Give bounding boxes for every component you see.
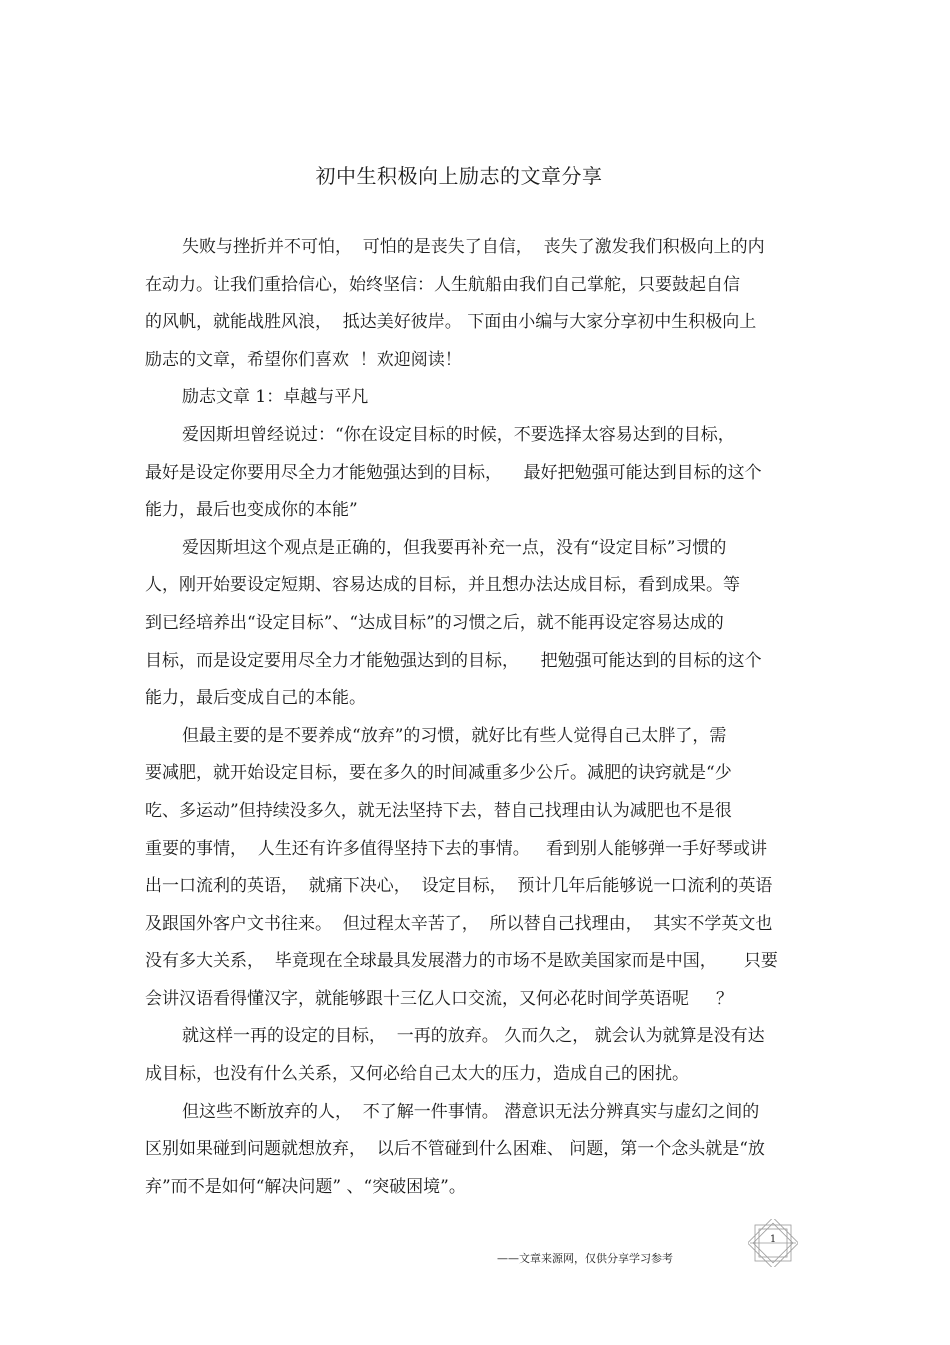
text-line: 爱因斯坦曾经说过：“你在设定目标的时候，不要选择太容易达到的目标， xyxy=(182,424,735,445)
text-line: 的风帆，就能战胜风浪， 抵达美好彼岸。 下面由小编与大家分享初中生积极向上 xyxy=(145,312,757,333)
text-line: 爱因斯坦这个观点是正确的，但我要再补充一点，没有“设定目标”习惯的 xyxy=(182,537,727,558)
page-number: 1 xyxy=(769,1234,777,1245)
text-line: 到已经培养出“设定目标”、“达成目标”的习惯之后，就不能再设定容易达成的 xyxy=(145,612,724,633)
text-line: 会讲汉语看得懂汉字，就能够跟十三亿人口交流，又何必花时间学英语呢 ？ xyxy=(145,988,734,1009)
text-line: 吃、多运动”但持续没多久，就无法坚持下去，替自己找理由认为减肥也不是很 xyxy=(145,800,732,821)
article-body xyxy=(145,229,807,1206)
text-line: 失败与挫折并不可怕， 可怕的是丧失了自信， 丧失了激发我们积极向上的内 xyxy=(182,237,765,257)
text-line: 但最主要的是不要养成“放弃”的习惯，就好比有些人觉得自己太胖了，需 xyxy=(182,725,727,746)
text-line: 重要的事情， 人生还有许多值得坚持下去的事情。 看到别人能够弹一手好琴或讲 xyxy=(145,838,768,859)
document-title: 初中生积极向上励志的文章分享 xyxy=(315,164,603,188)
text-line: 能力，最后也变成你的本能” xyxy=(145,500,358,521)
text-line: 能力，最后变成自己的本能。 xyxy=(145,688,366,709)
text-line: 出一口流利的英语， 就痛下决心， 设定目标， 预计几年后能够说一口流利的英语 xyxy=(145,876,773,897)
text-line: 及跟国外客户文书往来。 但过程太辛苦了， 所以替自己找理由， 其实不学英文也 xyxy=(145,913,773,934)
text-line: 要减肥，就开始设定目标，要在多久的时间减重多少公斤。减肥的诀窍就是“少 xyxy=(145,763,732,784)
text-line: 最好是设定你要用尽全力才能勉强达到的目标， 最好把勉强可能达到目标的这个 xyxy=(145,462,762,483)
text-line: 励志文章 1：卓越与平凡 xyxy=(182,387,369,408)
text-line: 励志的文章，希望你们喜欢 ！欢迎阅读！ xyxy=(145,349,462,370)
text-line: 区别如果碰到问题就想放弃， 以后不管碰到什么困难、 问题，第一个念头就是“放 xyxy=(145,1139,765,1160)
text-line: 成目标，也没有什么关系，又何必给自己太大的压力，造成自己的困扰。 xyxy=(145,1064,689,1085)
text-line: 人，刚开始要设定短期、容易达成的目标，并且想办法达成目标，看到成果。等 xyxy=(145,575,740,596)
source-note: ——文章来源网，仅供分享学习参考 xyxy=(497,1252,673,1265)
text-line: 没有多大关系， 毕竟现在全球最具发展潜力的市场不是欧美国家而是中国， 只要 xyxy=(145,951,778,972)
text-line: 目标，而是设定要用尽全力才能勉强达到的目标， 把勉强可能达到的目标的这个 xyxy=(145,650,762,671)
text-line: 在动力。让我们重拾信心，始终坚信：人生航船由我们自己掌舵，只要鼓起自信 xyxy=(145,274,740,295)
page-number-wrap xyxy=(748,1219,798,1267)
text-line: 就这样一再的设定的目标， 一再的放弃。 久而久之， 就会认为就算是没有达 xyxy=(182,1026,765,1047)
text-line: 弃”而不是如何“解决问题” 、“突破困境”。 xyxy=(145,1176,466,1197)
text-line: 但这些不断放弃的人， 不了解一件事情。 潜意识无法分辨真实与虚幻之间的 xyxy=(182,1101,760,1122)
